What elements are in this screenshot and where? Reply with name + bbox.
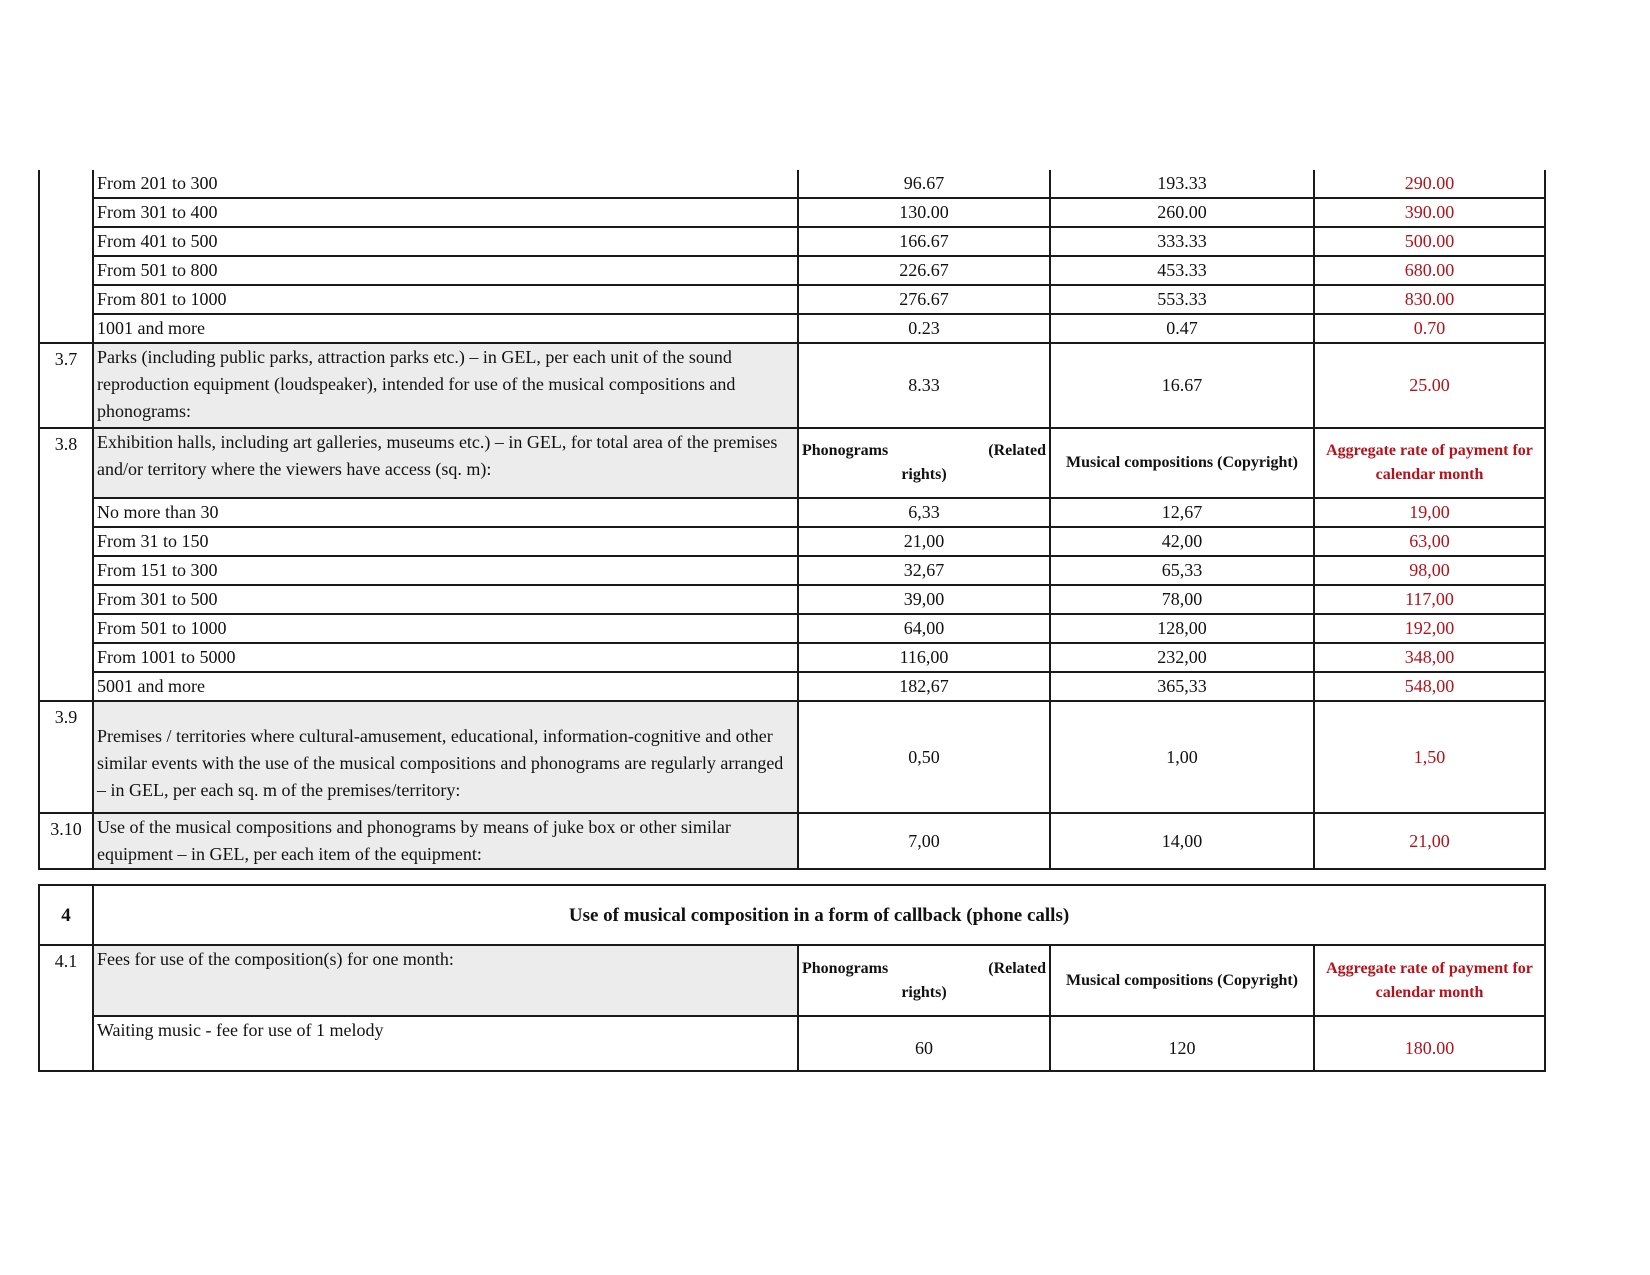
aggregate-value: 680.00: [1314, 256, 1545, 285]
item-number: 3.7: [39, 343, 93, 428]
phonograms-header-word: (Related: [988, 959, 1046, 977]
musical-value: 260.00: [1050, 198, 1314, 227]
musical-value: 0.47: [1050, 314, 1314, 343]
musical-value: 12,67: [1050, 498, 1314, 527]
item-3-10-row: [39, 813, 1545, 869]
phonograms-value: 226.67: [798, 256, 1050, 285]
aggregate-value: 180.00: [1314, 1016, 1545, 1071]
aggregate-value: 348,00: [1314, 643, 1545, 672]
phonograms-header-word: rights): [901, 466, 947, 483]
row-label: From 31 to 150: [93, 527, 798, 556]
phonograms-value: 130.00: [798, 198, 1050, 227]
row-label: No more than 30: [93, 498, 798, 527]
phonograms-value: 39,00: [798, 585, 1050, 614]
item-description: Premises / territories where cultural-amusement, educational, information-cognitive and other similar events with the use of the musical compositions and phonograms are regularly arranged – in GEL, per each sq. m of the premises/territory:: [93, 701, 798, 813]
table-row: [39, 285, 1545, 314]
row-label: From 1001 to 5000: [93, 643, 798, 672]
phonograms-value: 166.67: [798, 227, 1050, 256]
item-number: 3.9: [39, 701, 93, 813]
phonograms-value: 6,33: [798, 498, 1050, 527]
musical-value: 65,33: [1050, 556, 1314, 585]
phonograms-value: 60: [798, 1016, 1050, 1071]
aggregate-header: Aggregate rate of payment for calendar month: [1314, 945, 1545, 1016]
blank-index-cell: [39, 170, 93, 343]
table-row: [39, 227, 1545, 256]
phonograms-header: [798, 945, 1050, 1016]
aggregate-value: 19,00: [1314, 498, 1545, 527]
aggregate-value: 548,00: [1314, 672, 1545, 701]
phonograms-value: 7,00: [798, 813, 1050, 869]
musical-value: 553.33: [1050, 285, 1314, 314]
table-row: [39, 643, 1545, 672]
musical-value: 42,00: [1050, 527, 1314, 556]
musical-value: 193.33: [1050, 170, 1314, 198]
section-title: Use of musical composition in a form of callback (phone calls): [93, 885, 1545, 945]
row-label: From 201 to 300: [93, 170, 798, 198]
item-3-8-row: [39, 428, 1545, 498]
phonograms-header-word: Phonograms: [802, 442, 889, 459]
table-row: [39, 614, 1545, 643]
musical-header: Musical compositions (Copyright): [1050, 428, 1314, 498]
musical-value: 333.33: [1050, 227, 1314, 256]
musical-value: 14,00: [1050, 813, 1314, 869]
item-number: 3.10: [39, 813, 93, 869]
row-label: From 501 to 1000: [93, 614, 798, 643]
phonograms-value: 182,67: [798, 672, 1050, 701]
table-row: [39, 256, 1545, 285]
phonograms-value: 276.67: [798, 285, 1050, 314]
row-label: 5001 and more: [93, 672, 798, 701]
aggregate-value: 390.00: [1314, 198, 1545, 227]
phonograms-value: 116,00: [798, 643, 1050, 672]
item-3-9-row: [39, 701, 1545, 813]
musical-header: Musical compositions (Copyright): [1050, 945, 1314, 1016]
aggregate-value: 25.00: [1314, 343, 1545, 428]
item-description: Exhibition halls, including art galleries, museums etc.) – in GEL, for total area of the premises and/or territory where the viewers have access (sq. m):: [93, 428, 798, 498]
aggregate-value: 117,00: [1314, 585, 1545, 614]
musical-value: 16.67: [1050, 343, 1314, 428]
table-row: [39, 585, 1545, 614]
phonograms-header-word: (Related: [988, 442, 1046, 459]
row-label: From 151 to 300: [93, 556, 798, 585]
table-row: [39, 1016, 1545, 1071]
phonograms-value: 21,00: [798, 527, 1050, 556]
table-row: [39, 556, 1545, 585]
phonograms-header: [798, 428, 1050, 498]
item-description: Parks (including public parks, attraction parks etc.) – in GEL, per each unit of the sound reproduction equipment (loudspeaker), intended for use of the musical compositions and phonograms:: [93, 343, 798, 428]
musical-value: 232,00: [1050, 643, 1314, 672]
row-label: Waiting music - fee for use of 1 melody: [93, 1016, 798, 1071]
tariff-table-section-3: [38, 170, 1546, 870]
phonograms-value: 0,50: [798, 701, 1050, 813]
phonograms-value: 8.33: [798, 343, 1050, 428]
phonograms-value: 96.67: [798, 170, 1050, 198]
item-number: 3.8: [39, 428, 93, 701]
musical-value: 1,00: [1050, 701, 1314, 813]
table-row: [39, 314, 1545, 343]
item-4-1-row: [39, 945, 1545, 1016]
row-label: From 301 to 500: [93, 585, 798, 614]
table-row: [39, 170, 1545, 198]
aggregate-value: 63,00: [1314, 527, 1545, 556]
musical-value: 78,00: [1050, 585, 1314, 614]
musical-value: 128,00: [1050, 614, 1314, 643]
aggregate-header: Aggregate rate of payment for calendar month: [1314, 428, 1545, 498]
table-row: [39, 527, 1545, 556]
aggregate-value: 21,00: [1314, 813, 1545, 869]
aggregate-value: 1,50: [1314, 701, 1545, 813]
section-number: 4: [39, 885, 93, 945]
table-row: [39, 672, 1545, 701]
phonograms-header-word: rights): [901, 983, 947, 1001]
row-label: From 501 to 800: [93, 256, 798, 285]
item-3-7-row: [39, 343, 1545, 428]
row-label: From 401 to 500: [93, 227, 798, 256]
phonograms-header-word: Phonograms: [802, 959, 889, 977]
aggregate-value: 98,00: [1314, 556, 1545, 585]
table-row: [39, 198, 1545, 227]
phonograms-value: 32,67: [798, 556, 1050, 585]
aggregate-value: 0.70: [1314, 314, 1545, 343]
musical-value: 120: [1050, 1016, 1314, 1071]
row-label: From 301 to 400: [93, 198, 798, 227]
row-label: 1001 and more: [93, 314, 798, 343]
item-description: Fees for use of the composition(s) for one month:: [93, 945, 798, 1016]
musical-value: 365,33: [1050, 672, 1314, 701]
phonograms-value: 0.23: [798, 314, 1050, 343]
tariff-table-section-4: [38, 884, 1546, 1072]
phonograms-value: 64,00: [798, 614, 1050, 643]
aggregate-value: 830.00: [1314, 285, 1545, 314]
row-label: From 801 to 1000: [93, 285, 798, 314]
aggregate-value: 192,00: [1314, 614, 1545, 643]
section-4-header-row: [39, 885, 1545, 945]
aggregate-value: 290.00: [1314, 170, 1545, 198]
musical-value: 453.33: [1050, 256, 1314, 285]
table-row: [39, 498, 1545, 527]
aggregate-value: 500.00: [1314, 227, 1545, 256]
item-number: 4.1: [39, 945, 93, 1071]
item-description: Use of the musical compositions and phonograms by means of juke box or other similar equipment – in GEL, per each item of the equipment:: [93, 813, 798, 869]
